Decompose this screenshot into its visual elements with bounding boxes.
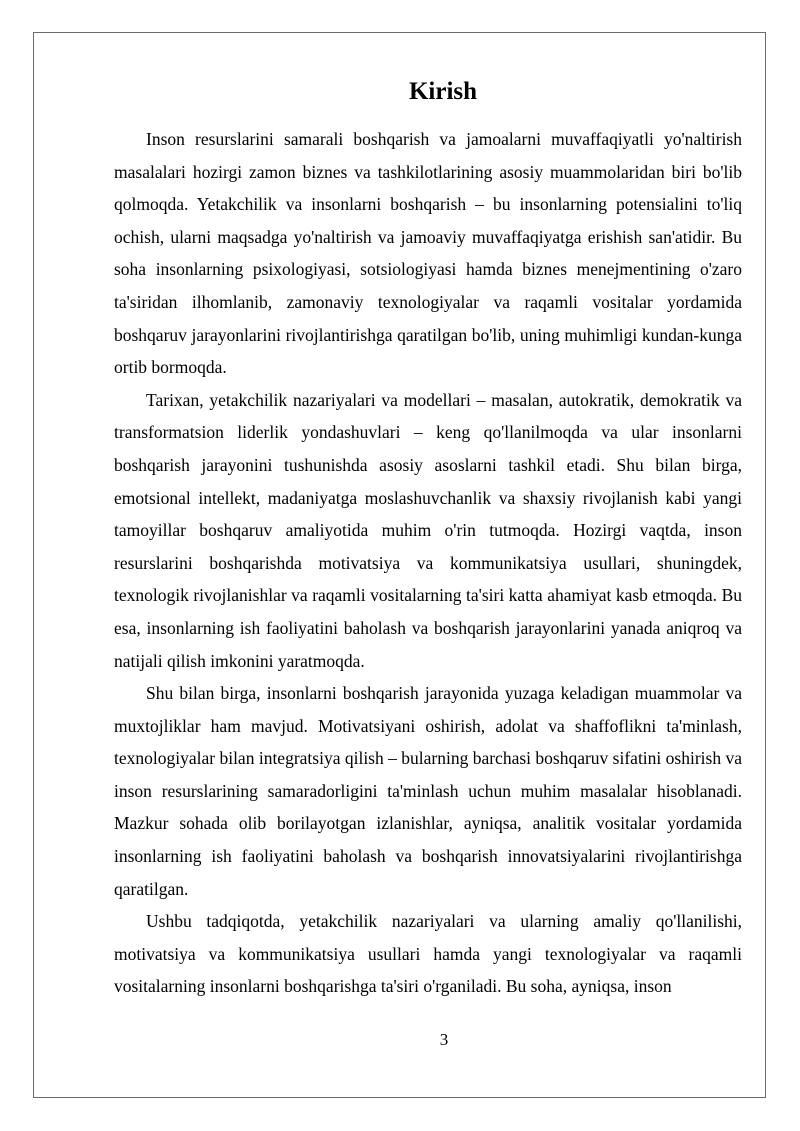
paragraph-1: Inson resurslarini samarali boshqarish va jamoalarni muvaffaqiyatli yo'naltirish masalalari hozirgi zamon biznes va tashkilotlarining asosiy muammolaridan biri bo'lib qolmoqda. Yetakchilik va insonlarni boshqarish – bu insonlarning potensialini to'liq ochish, ularni maqsadga yo'naltirish va jamoaviy muvaffaqiyatga erishish san'atidir. Bu soha insonlarning psixologiyasi, sotsiologiyasi hamda biznes menejmentining o'zaro ta'siridan ilhomlanib, zamonaviy texnologiyalar va raqamli vositalar yordamida boshqaruv jarayonlarini rivojlantirishga qaratilgan bo'lib, uning muhimligi kundan-kunga ortib bormoqda.: [114, 129, 742, 378]
page-number: 3: [439, 1030, 449, 1049]
page-title: Kirish: [408, 78, 478, 105]
paragraph-4: Ushbu tadqiqotda, yetakchilik nazariyalari va ularning amaliy qo'llanilishi, motivatsiya va kommunikatsiya usullari hamda yangi texnologiyalar va raqamli vositalarning insonlarni boshqarishga ta'siri o'rganiladi. Bu soha, ayniqsa, inson: [114, 911, 742, 997]
page-content: [114, 70, 742, 1003]
paragraph-3: Shu bilan birga, insonlarni boshqarish jarayonida yuzaga keladigan muammolar va muxtojliklar ham mavjud. Motivatsiyani oshirish, adolat va shaffoflikni ta'minlash, texnologiyalar bilan integratsiya qilish – bularning barchasi boshqaruv sifatini oshirish va inson resurslarining samaradorligini ta'minlash uchun muhim masalalar hisoblanadi. Mazkur sohada olib borilayotgan izlanishlar, ayniqsa, analitik vositalar yordamida insonlarning ish faoliyatini baholash va boshqarish innovatsiyalarini rivojlantirishga qaratilgan.: [114, 683, 742, 899]
paragraph-2: Tarixan, yetakchilik nazariyalari va modellari – masalan, autokratik, demokratik va transformatsion liderlik yondashuvlari – keng qo'llanilmoqda va ular insonlarni boshqarish jarayonini tushunishda asosiy asoslarni tashkil etadi. Shu bilan birga, emotsional intellekt, madaniyatga moslashuvchanlik va shaxsiy rivojlanish kabi yangi tamoyillar boshqaruv amaliyotida muhim o'rin tutmoqda. Hozirgi vaqtda, inson resurslarini boshqarishda motivatsiya va kommunikatsiya usullari, shuningdek, texnologik rivojlanishlar va raqamli vositalarning ta'siri katta ahamiyat kasb etmoqda. Bu esa, insonlarning ish faoliyatini baholash va boshqarish jarayonlarini yanada aniqroq va natijali qilish imkonini yaratmoqda.: [114, 389, 742, 671]
